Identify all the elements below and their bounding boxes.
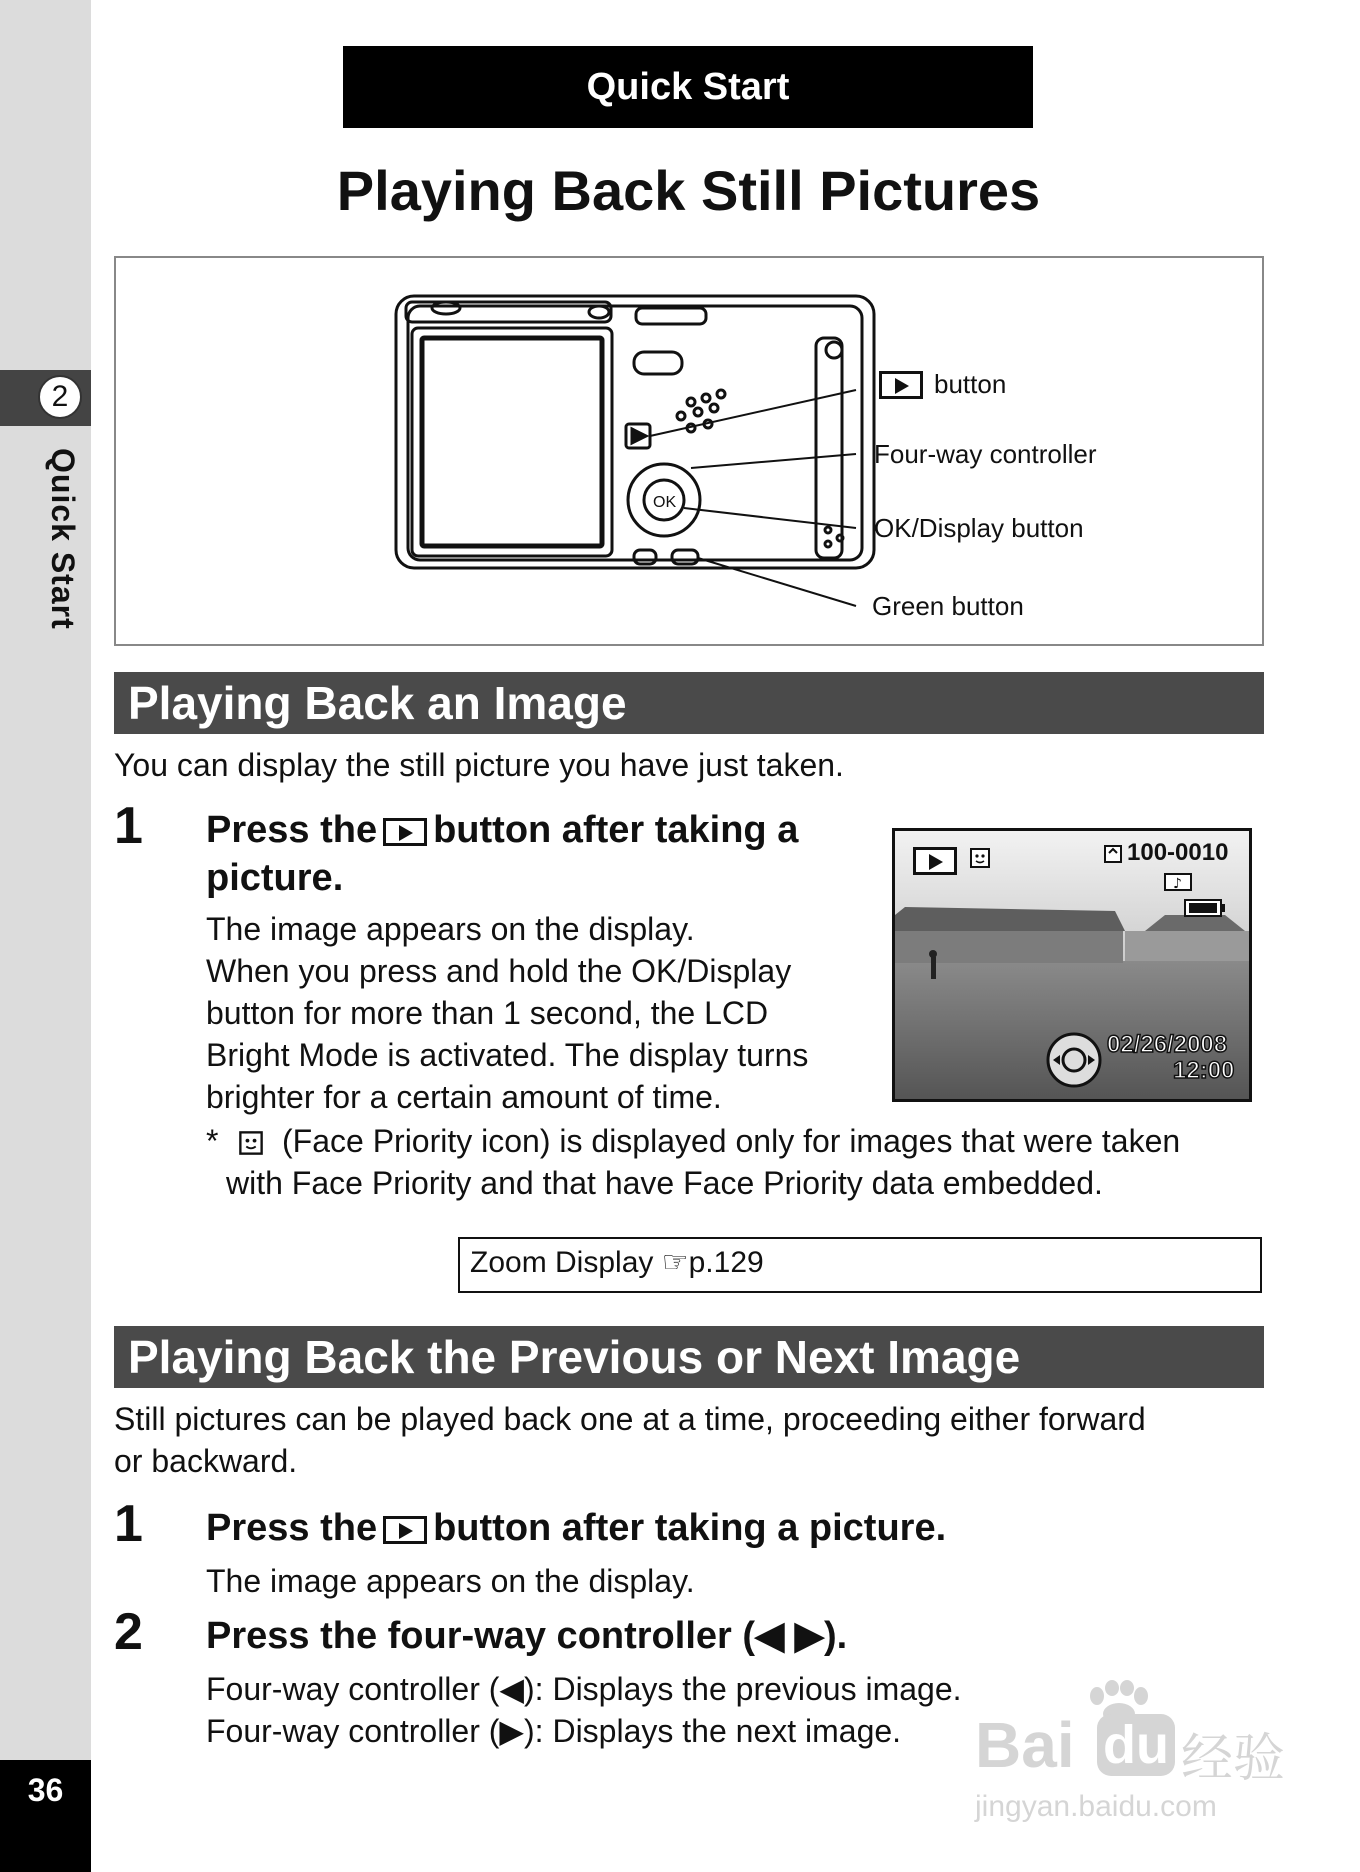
date-stamp: 02/26/2008 xyxy=(1107,1031,1228,1058)
watermark-brand2: du xyxy=(1097,1714,1175,1776)
label-ok-display-button: OK/Display button xyxy=(874,513,1084,543)
chapter-sidebar xyxy=(0,0,91,1872)
four-way-controller-icon xyxy=(1045,1031,1103,1089)
file-number: 100-0010 xyxy=(1127,839,1229,866)
watermark-url: jingyan.baidu.com xyxy=(975,1790,1217,1823)
step-description: Four-way controller (◀): Displays the previous image. xyxy=(206,1671,962,1707)
step-title xyxy=(206,1504,946,1552)
baidu-watermark xyxy=(975,1680,1295,1830)
step-number: 2 xyxy=(114,1603,143,1661)
playback-icon xyxy=(383,818,427,846)
playback-mode-icon xyxy=(913,847,957,875)
section1-intro: You can display the still picture you have just taken. xyxy=(114,747,844,783)
step-title-line2: picture. xyxy=(206,857,344,899)
playback-icon xyxy=(383,1516,427,1544)
desc-line: When you press and hold the OK/Display xyxy=(206,953,792,989)
watermark-brand: Bai xyxy=(975,1709,1075,1781)
chapter-label: Quick Start xyxy=(45,448,81,630)
desc-line: brighter for a certain amount of time. xyxy=(206,1079,722,1115)
section2-intro-line1: Still pictures can be played back one at a time, proceeding either forward xyxy=(114,1401,1146,1437)
chapter-number: 2 xyxy=(38,375,82,419)
time-stamp: 12:00 xyxy=(1173,1057,1235,1084)
step-description xyxy=(206,908,808,1118)
step-number: 1 xyxy=(114,797,143,855)
playback-icon xyxy=(879,371,923,399)
desc-line: button for more than 1 second, the LCD xyxy=(206,995,769,1031)
step-title-post: button after taking a picture. xyxy=(433,1507,947,1549)
step-title-pre: Press the xyxy=(206,809,378,851)
step-description: Four-way controller (▶): Displays the next image. xyxy=(206,1713,902,1749)
label-green-button: Green button xyxy=(872,591,1024,621)
label-four-way-controller: Four-way controller xyxy=(874,439,1097,469)
step-title: Press the four-way controller (◀ ▶). xyxy=(206,1615,848,1657)
note-line2: with Face Priority and that have Face Priority data embedded. xyxy=(226,1165,1103,1201)
step-number: 1 xyxy=(114,1495,143,1553)
desc-line: The image appears on the display. xyxy=(206,911,695,947)
watermark-cn: 经验 xyxy=(1181,1729,1286,1789)
battery-icon xyxy=(1183,897,1227,919)
zoom-display-reference: Zoom Display ☞p.129 xyxy=(458,1237,1262,1293)
step-title-post: button after taking a xyxy=(433,809,799,851)
step-title xyxy=(206,806,798,854)
step-description: The image appears on the display. xyxy=(206,1563,695,1599)
section-heading-previous-next: Playing Back the Previous or Next Image xyxy=(114,1326,1264,1388)
face-priority-icon xyxy=(238,1130,264,1156)
section2-intro-line2: or backward. xyxy=(114,1443,298,1479)
step-title-pre: Press the xyxy=(206,1507,378,1549)
section-heading-playing-back-image: Playing Back an Image xyxy=(114,672,1264,734)
lcd-playback-screen xyxy=(892,828,1252,1102)
desc-line: Bright Mode is activated. The display turns xyxy=(206,1037,809,1073)
quick-start-banner: Quick Start xyxy=(343,46,1033,128)
camera-figure xyxy=(114,256,1264,646)
protect-folder-icon xyxy=(1103,843,1125,865)
face-priority-icon xyxy=(969,847,991,869)
note-line1: (Face Priority icon) is displayed only for images that were taken xyxy=(282,1123,1181,1159)
svg-text:♪: ♪ xyxy=(1173,876,1182,892)
label-playback-button: button xyxy=(934,369,1007,399)
voice-memo-icon xyxy=(1163,871,1195,893)
note-star: * xyxy=(206,1123,219,1159)
svg-text:OK: OK xyxy=(653,494,677,511)
page-number: 36 xyxy=(27,1772,64,1808)
page-title: Playing Back Still Pictures xyxy=(336,159,1041,222)
